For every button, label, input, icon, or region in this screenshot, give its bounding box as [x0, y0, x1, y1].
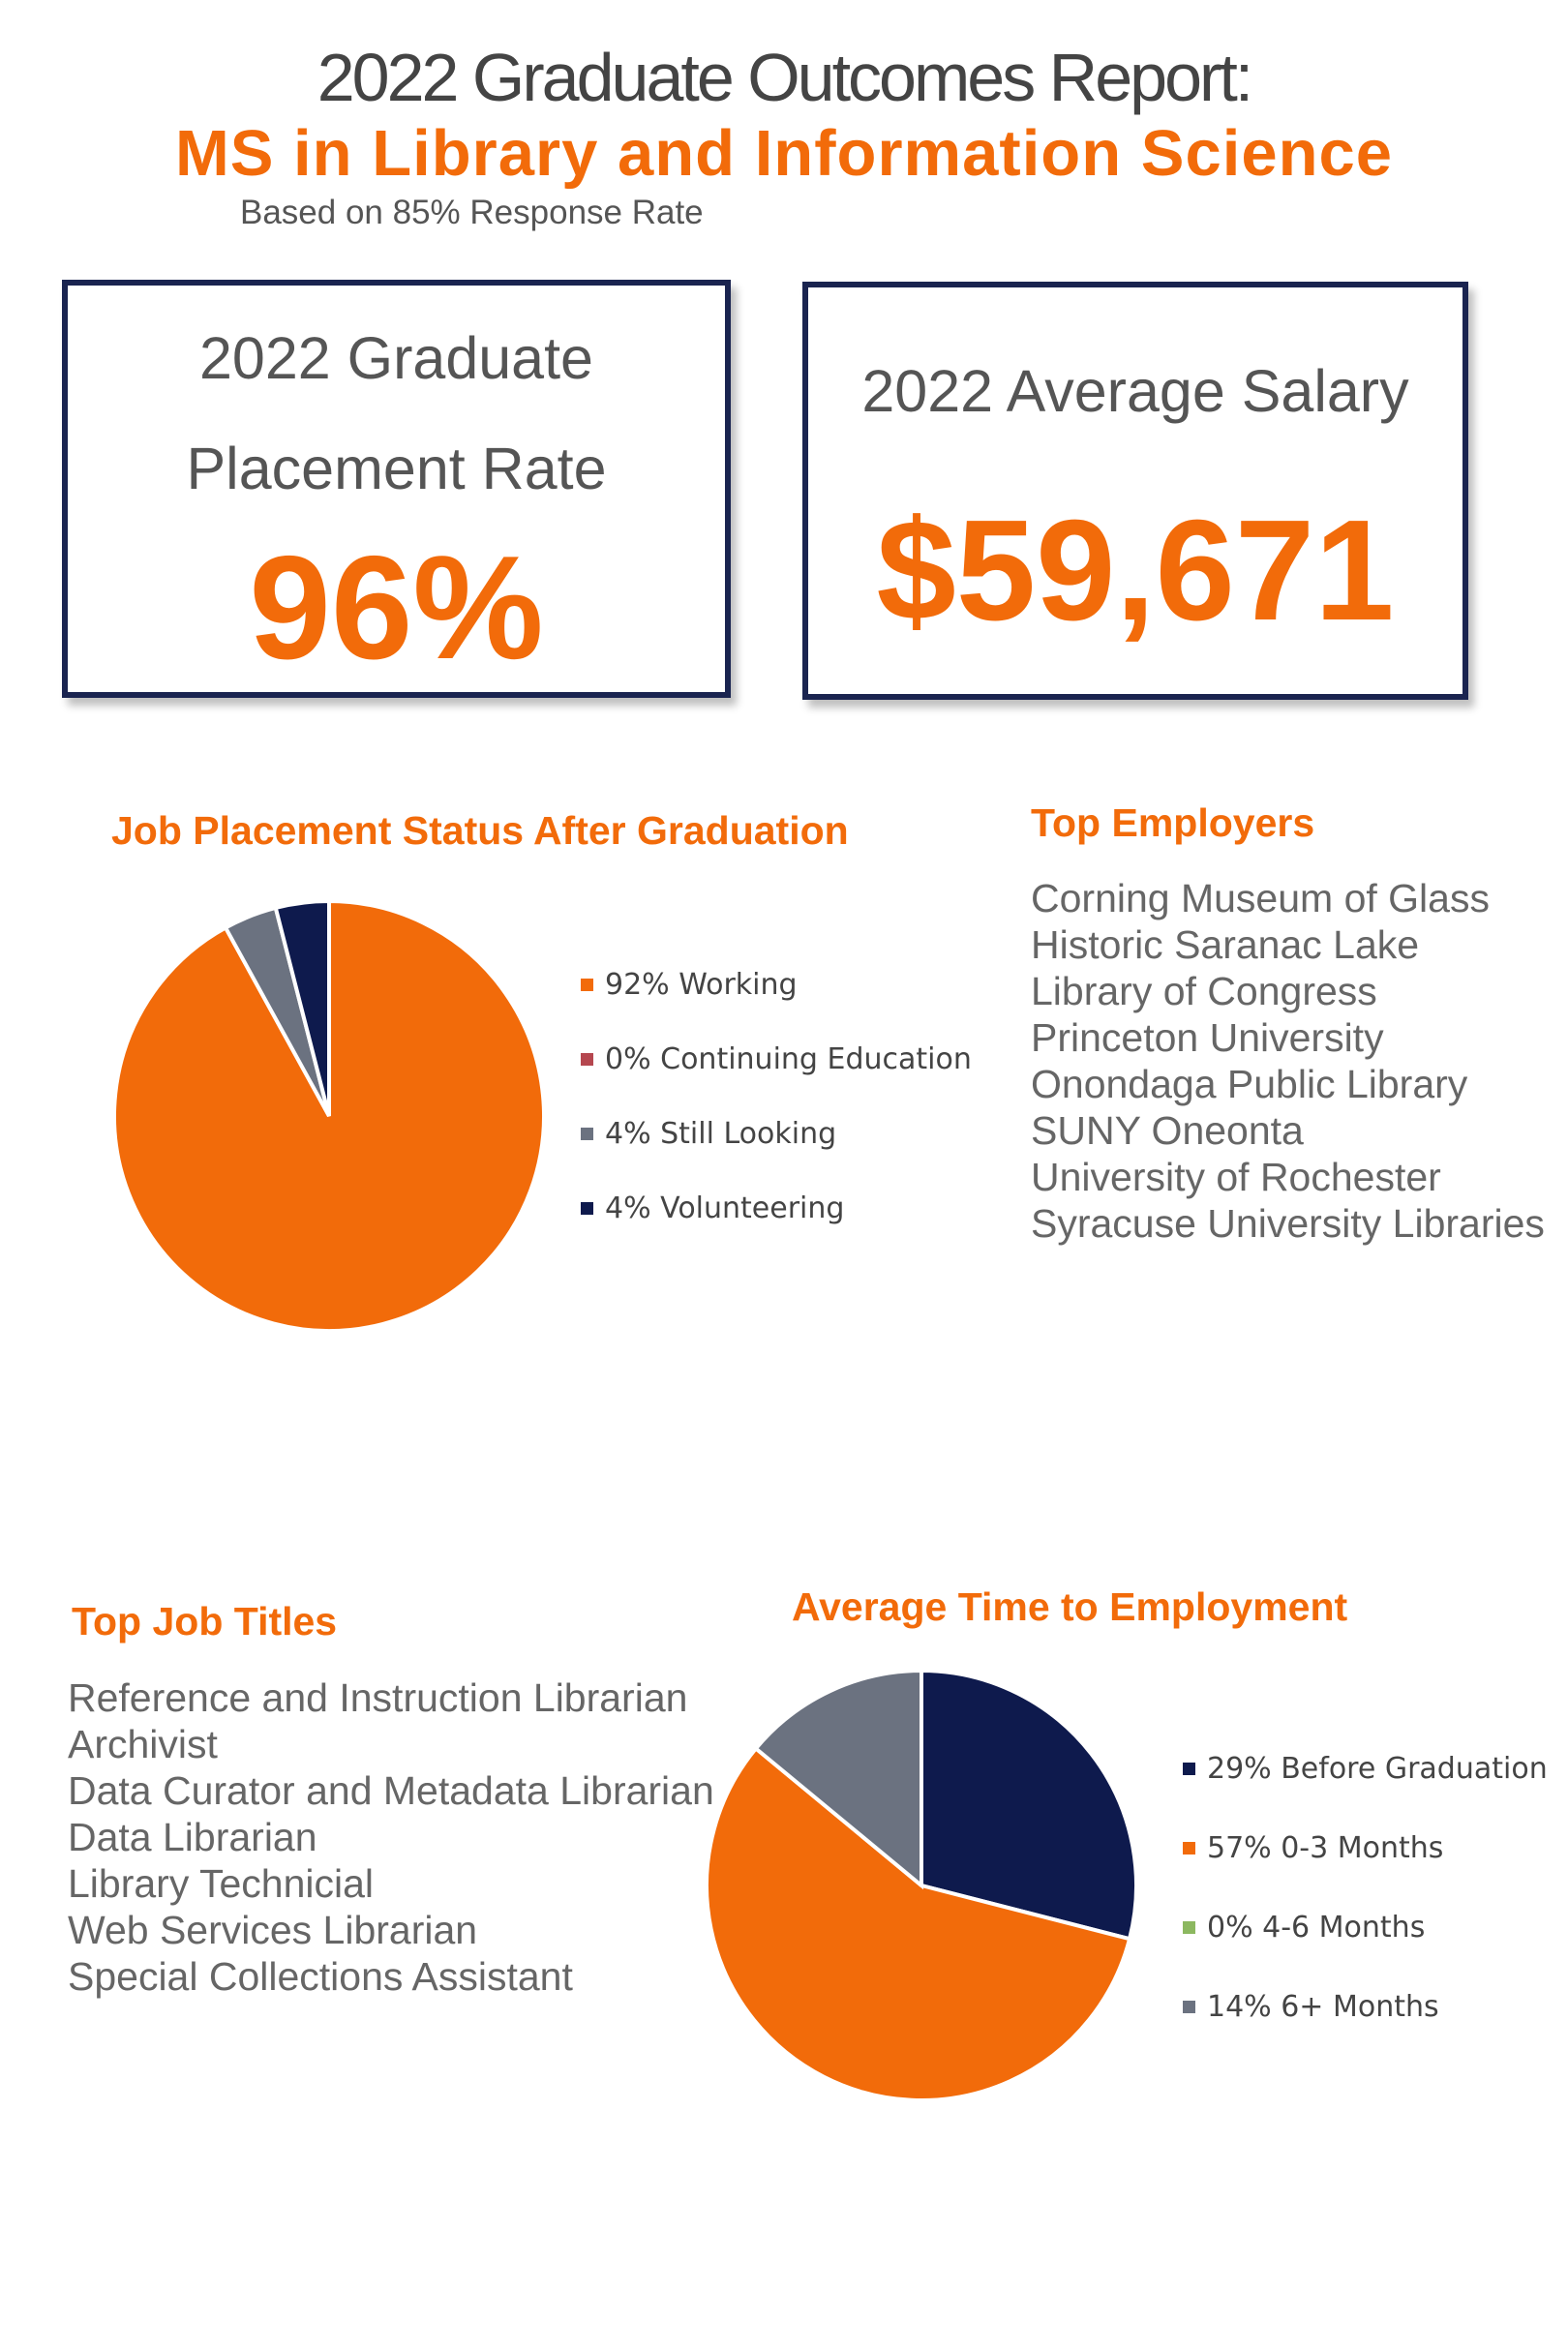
average-salary-label: 2022 Average Salary [861, 358, 1409, 424]
legend-label: 14% 6+ Months [1207, 1990, 1439, 2024]
program-title: MS in Library and Information Science [174, 117, 1394, 190]
top-job-titles-list [68, 1674, 714, 2000]
employer-item: Corning Museum of Glass [1031, 876, 1490, 920]
job-title-item: Reference and Instruction Librarian [68, 1675, 688, 1720]
job-title-item: Web Services Librarian [68, 1908, 478, 1952]
legend-label: 4% Still Looking [605, 1117, 837, 1151]
employer-item: SUNY Oneonta [1031, 1108, 1304, 1153]
legend-swatch [1183, 1763, 1195, 1775]
legend-label: 0% Continuing Education [605, 1042, 972, 1076]
top-employers-list [1031, 875, 1545, 1247]
report-title: 2022 Graduate Outcomes Report: [317, 40, 1251, 115]
average-salary-value: $59,671 [876, 491, 1395, 650]
placement-rate-value: 96% [249, 526, 544, 690]
placement-pie-chart [97, 881, 581, 1365]
legend-item [1183, 1752, 1548, 1786]
legend-item [1183, 1990, 1439, 2024]
job-title-item: Data Librarian [68, 1815, 317, 1859]
legend-item [1183, 1911, 1425, 1945]
average-salary-card [802, 282, 1468, 700]
legend-item [581, 1042, 972, 1076]
time-to-employment-legend [1183, 1752, 1560, 2042]
legend-label: 29% Before Graduation [1207, 1752, 1548, 1786]
employer-item: Syracuse University Libraries [1031, 1201, 1545, 1246]
employer-item: Historic Saranac Lake [1031, 922, 1420, 967]
placement-rate-card [62, 280, 731, 698]
legend-label: 57% 0-3 Months [1207, 1831, 1444, 1865]
job-title-item: Data Curator and Metadata Librarian [68, 1768, 714, 1813]
legend-item [1183, 1831, 1443, 1865]
legend-label: 4% Volunteering [605, 1191, 845, 1225]
legend-swatch [1183, 1921, 1195, 1934]
response-rate-note: Based on 85% Response Rate [240, 194, 704, 231]
employer-item: Library of Congress [1031, 969, 1377, 1013]
top-job-titles-title: Top Job Titles [72, 1599, 338, 1643]
legend-item [581, 1117, 836, 1151]
job-title-item: Special Collections Assistant [68, 1954, 573, 1999]
time-to-employment-pie-chart [697, 1663, 1142, 2108]
legend-swatch [581, 1128, 593, 1140]
job-title-item: Library Technicial [68, 1861, 375, 1906]
employer-item: University of Rochester [1031, 1155, 1441, 1199]
legend-swatch [581, 979, 593, 991]
placement-chart-title: Job Placement Status After Graduation [111, 808, 849, 853]
legend-swatch [1183, 1842, 1195, 1854]
legend-label: 0% 4-6 Months [1207, 1911, 1426, 1945]
legend-swatch [581, 1053, 593, 1066]
legend-item [581, 1191, 844, 1225]
employer-item: Princeton University [1031, 1015, 1384, 1060]
legend-swatch [581, 1202, 593, 1215]
employer-item: Onondaga Public Library [1031, 1062, 1468, 1106]
legend-swatch [1183, 2001, 1195, 2013]
placement-rate-label-line1: 2022 Graduate [199, 325, 593, 391]
legend-item [581, 968, 798, 1002]
time-to-employment-chart-title: Average Time to Employment [792, 1584, 1348, 1629]
placement-chart-legend [581, 968, 987, 1258]
legend-label: 92% Working [605, 968, 798, 1002]
job-title-item: Archivist [68, 1722, 218, 1766]
top-employers-title: Top Employers [1031, 800, 1315, 845]
placement-rate-label-line2: Placement Rate [186, 436, 607, 501]
